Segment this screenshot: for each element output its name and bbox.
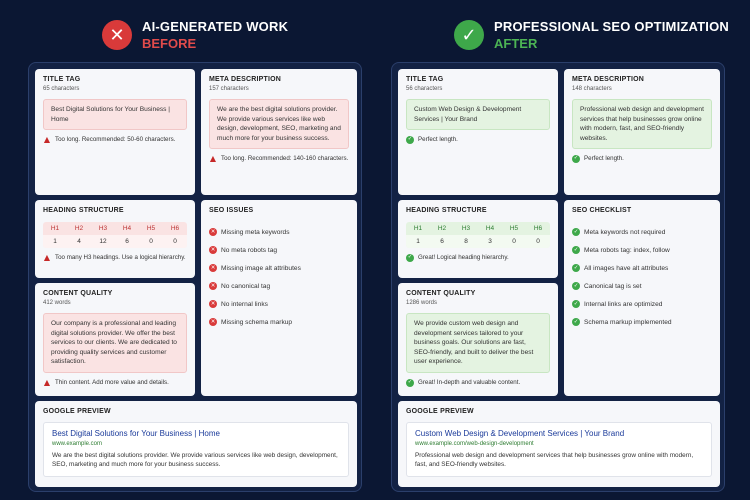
heading-label: H6 xyxy=(533,225,543,232)
heading-table xyxy=(43,222,187,248)
heading-count: 1 xyxy=(43,235,67,248)
list-item: ✓ Meta robots tag: index, follow xyxy=(573,246,670,254)
check-circle-icon: ✓ xyxy=(407,136,413,143)
content-sample: We provide custom web design and development services tailored to your business goals. Our solutions are fast, SEO-friendly, and built to deliver the best user experience. xyxy=(406,313,550,373)
card-title: META DESCRIPTION xyxy=(572,76,645,83)
card-title: TITLE TAG xyxy=(43,76,81,83)
list-item: ✕ No canonical tag xyxy=(210,282,271,290)
check-circle-icon: ✓ xyxy=(573,301,579,307)
check-circle-icon: ✓ xyxy=(573,155,579,162)
char-count: 157 characters xyxy=(209,86,249,92)
search-result xyxy=(43,422,349,477)
before-header xyxy=(102,10,288,60)
heading-label: H1 xyxy=(50,225,60,232)
heading-structure-card xyxy=(398,200,558,278)
heading-label: H3 xyxy=(461,225,471,232)
warning-note: ▲ Thin content. Add more value and details. xyxy=(43,377,169,387)
heading-table xyxy=(406,222,550,248)
x-circle-icon: ✕ xyxy=(210,283,216,289)
heading-count: 8 xyxy=(454,235,478,248)
card-title: CONTENT QUALITY xyxy=(406,290,476,297)
search-result xyxy=(406,422,712,477)
heading-label: H1 xyxy=(413,225,423,232)
card-title: GOOGLE PREVIEW xyxy=(43,408,111,415)
meta-description-card xyxy=(564,69,720,195)
card-title: SEO CHECKLIST xyxy=(572,207,632,214)
warning-note: ▲ Too long. Recommended: 140-160 characters. xyxy=(209,154,349,164)
before-label: BEFORE xyxy=(142,36,197,51)
content-quality-card xyxy=(398,283,558,396)
warning-icon: ▲ xyxy=(43,135,51,145)
heading-count: 6 xyxy=(430,235,454,248)
content-sample: Our company is a professional and leading digital solutions provider. We offer the best services to our clients. We are dedicated to providing quality services and customer satisfaction. xyxy=(43,313,187,373)
check-circle-icon: ✓ xyxy=(573,265,579,271)
x-circle-icon: ✕ xyxy=(210,229,216,235)
card-title: HEADING STRUCTURE xyxy=(43,207,124,214)
content-quality-card xyxy=(35,283,195,396)
heading-label: H4 xyxy=(485,225,495,232)
list-item: ✓ Meta keywords not required xyxy=(573,228,666,236)
heading-count: 1 xyxy=(406,235,430,248)
heading-count: 0 xyxy=(502,235,526,248)
google-preview-card xyxy=(398,401,720,487)
list-item: ✓ All images have alt attributes xyxy=(573,264,669,272)
x-icon: ✕ xyxy=(102,20,132,50)
card-title: CONTENT QUALITY xyxy=(43,290,113,297)
warning-icon: ▲ xyxy=(43,377,51,387)
meta-description-value: Professional web design and development services that help businesses grow online with modern, fast, and SEO-friendly websites. xyxy=(572,99,712,149)
list-item: ✕ No internal links xyxy=(210,300,268,308)
after-heading: PROFESSIONAL SEO OPTIMIZATION xyxy=(494,19,730,34)
warning-note: ▲ Too long. Recommended: 50-60 characters. xyxy=(43,135,176,145)
seo-checklist-card xyxy=(564,200,720,396)
x-circle-icon: ✕ xyxy=(210,301,216,307)
after-header xyxy=(454,10,729,60)
meta-description-value: We are the best digital solutions provider. We provide various services like web design, development, SEO, marketing and much more for your business success. xyxy=(209,99,349,149)
heading-label: H5 xyxy=(509,225,519,232)
heading-label: H5 xyxy=(146,225,156,232)
heading-label: H2 xyxy=(437,225,447,232)
result-description: Professional web design and development services that help businesses grow online with modern, fast, and SEO-friendly websites. xyxy=(415,452,694,469)
heading-label: H2 xyxy=(74,225,84,232)
x-circle-icon: ✕ xyxy=(210,265,216,271)
check-circle-icon: ✓ xyxy=(573,283,579,289)
heading-count: 0 xyxy=(526,235,550,248)
x-circle-icon: ✕ xyxy=(210,247,216,253)
card-title: HEADING STRUCTURE xyxy=(406,207,487,214)
before-heading: AI-GENERATED WORK xyxy=(142,19,289,34)
title-tag-value: Best Digital Solutions for Your Business | Home xyxy=(43,99,187,130)
char-count: 56 characters xyxy=(406,86,443,92)
result-url: www.example.com/web-design-development xyxy=(415,441,534,447)
after-label: AFTER xyxy=(494,36,538,51)
list-item: ✓ Internal links are optimized xyxy=(573,300,663,308)
list-item: ✕ No meta robots tag xyxy=(210,246,278,254)
meta-description-card xyxy=(201,69,357,195)
check-circle-icon: ✓ xyxy=(573,229,579,235)
check-circle-icon: ✓ xyxy=(407,378,413,385)
x-circle-icon: ✕ xyxy=(210,319,216,325)
result-description: We are the best digital solutions provider. We provide various services like web design, development, SEO, marketing and much more for your business success. xyxy=(52,452,338,469)
check-icon: ✓ xyxy=(454,20,484,50)
card-title: META DESCRIPTION xyxy=(209,76,282,83)
char-count: 148 characters xyxy=(572,86,612,92)
result-title-link[interactable]: Custom Web Design & Development Services | Your Brand xyxy=(415,429,625,438)
list-item: ✓ Canonical tag is set xyxy=(573,282,642,290)
heading-count: 3 xyxy=(478,235,502,248)
warning-icon: ▲ xyxy=(209,154,217,164)
seo-issues-card xyxy=(201,200,357,396)
check-circle-icon: ✓ xyxy=(573,247,579,253)
heading-count: 0 xyxy=(163,235,187,248)
list-item: ✕ Missing schema markup xyxy=(210,318,293,326)
list-item: ✓ Schema markup implemented xyxy=(573,318,672,326)
google-preview-card xyxy=(35,401,357,487)
heading-count: 4 xyxy=(67,235,91,248)
title-tag-card xyxy=(35,69,195,195)
char-count: 65 characters xyxy=(43,86,80,92)
heading-count: 12 xyxy=(91,235,115,248)
check-circle-icon: ✓ xyxy=(407,254,413,261)
heading-count: 0 xyxy=(139,235,163,248)
list-item: ✕ Missing meta keywords xyxy=(210,228,290,236)
word-count: 1286 words xyxy=(406,300,438,306)
success-note: ✓ Great! In-depth and valuable content. xyxy=(407,378,521,386)
warning-icon: ▲ xyxy=(43,253,51,262)
title-tag-value: Custom Web Design & Development Services | Your Brand xyxy=(406,99,550,130)
heading-structure-card xyxy=(35,200,195,278)
after-panel xyxy=(391,62,725,492)
success-note: ✓ Perfect length. xyxy=(407,136,458,144)
list-item: ✕ Missing image alt attributes xyxy=(210,264,301,272)
heading-count: 6 xyxy=(115,235,139,248)
card-title: TITLE TAG xyxy=(406,76,444,83)
heading-label: H4 xyxy=(122,225,132,232)
word-count: 412 words xyxy=(43,300,71,306)
card-title: SEO ISSUES xyxy=(209,207,254,214)
success-note: ✓ Great! Logical heading hierarchy. xyxy=(407,254,509,261)
result-url: www.example.com xyxy=(52,441,103,447)
result-title-link[interactable]: Best Digital Solutions for Your Business | Home xyxy=(52,429,220,438)
title-tag-card xyxy=(398,69,558,195)
card-title: GOOGLE PREVIEW xyxy=(406,408,474,415)
warning-note: ▲ Too many H3 headings. Use a logical hierarchy. xyxy=(43,253,186,262)
check-circle-icon: ✓ xyxy=(573,319,579,325)
before-panel xyxy=(28,62,362,492)
success-note: ✓ Perfect length. xyxy=(573,155,624,163)
heading-label: H3 xyxy=(98,225,108,232)
heading-label: H6 xyxy=(170,225,180,232)
